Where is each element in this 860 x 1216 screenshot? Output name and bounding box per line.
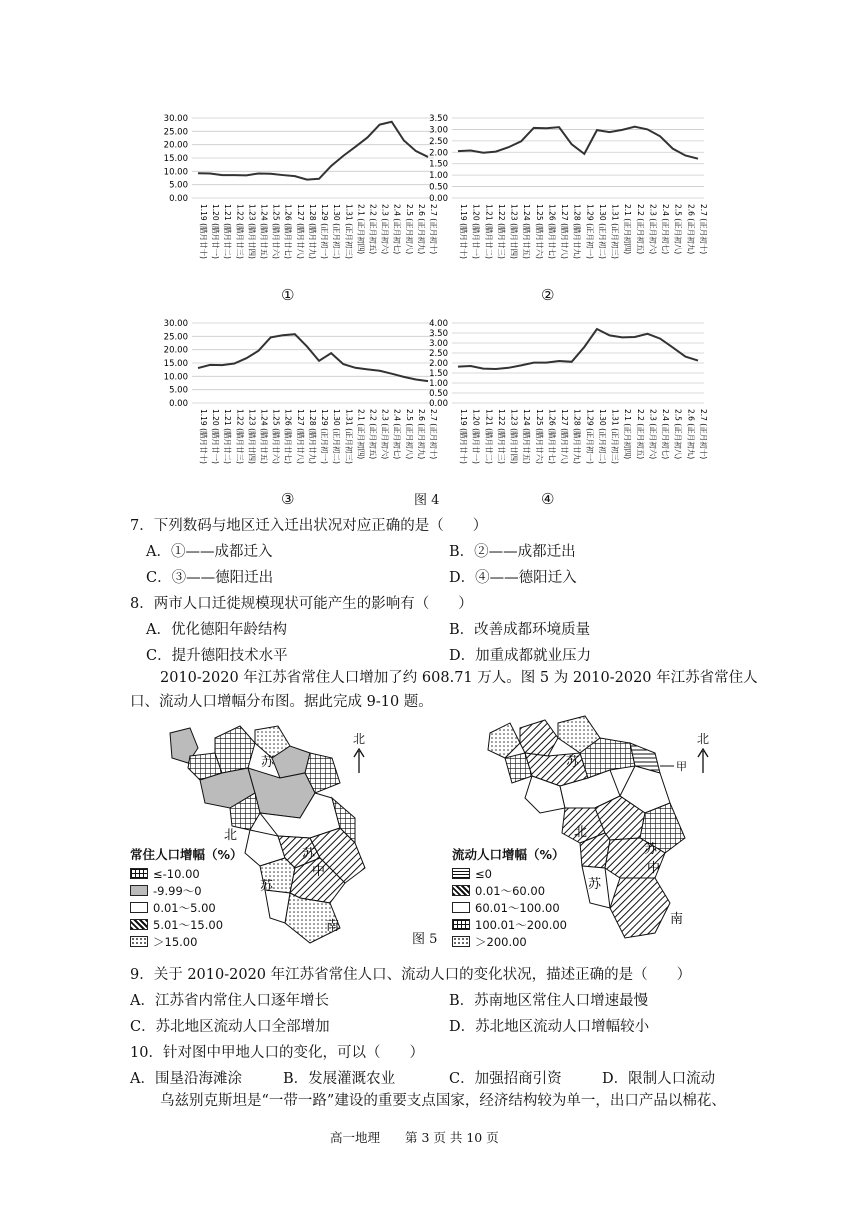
y-tick-label: 15.00 — [163, 359, 188, 369]
x-tick-label: 2.7 (正月初十) — [699, 204, 708, 255]
swatch-gray — [130, 885, 148, 896]
north-label: 北 — [352, 732, 365, 746]
x-tick-label: 1.19 (腊月廿十) — [459, 409, 468, 464]
swatch-diagonal — [130, 919, 148, 930]
map-left-label-su-1: 苏 — [261, 755, 275, 770]
y-tick-label: 0.00 — [429, 399, 448, 409]
x-tick-label: 1.24 (腊月廿五) — [522, 409, 532, 464]
legend-item: 60.01～100.00 — [452, 899, 567, 916]
x-tick-label: 1.28 (腊月廿九) — [307, 409, 317, 464]
x-tick-label: 1.21 (腊月廿二) — [484, 204, 494, 259]
map-right-label-su-2: 苏 — [644, 842, 658, 857]
y-tick-label: 2.50 — [429, 136, 448, 147]
y-tick-label: 5.00 — [169, 180, 188, 191]
x-tick-label: 1.29 (正月初一) — [320, 409, 330, 464]
y-tick-label: 30.00 — [163, 319, 188, 329]
map-right-label-jia: 甲 — [676, 760, 687, 773]
x-tick-label: 1.26 (腊月廿七) — [547, 409, 557, 464]
intro-line-1: 2010-2020 年江苏省常住人口增加了约 608.71 万人。图 5 为 2010-2020 年江苏省常住人 — [160, 670, 758, 686]
y-tick-label: 3.00 — [429, 339, 448, 349]
x-tick-label: 1.26 (腊月廿七) — [547, 204, 557, 259]
x-tick-label: 1.25 (腊月廿六) — [271, 409, 281, 464]
swatch-diagonal — [452, 885, 470, 896]
x-tick-label: 2.4 (正月初七) — [661, 409, 671, 460]
q10-option-a: A．围垦沿海滩涂 — [130, 1071, 242, 1087]
x-tick-label: 1.21 (腊月廿二) — [484, 409, 494, 464]
y-tick-label: 1.50 — [429, 159, 448, 170]
q9-option-a: A．江苏省内常住人口逐年增长 — [130, 993, 329, 1009]
x-tick-label: 2.4 (正月初七) — [392, 204, 402, 255]
legend-item: 0.01～5.00 — [130, 899, 243, 916]
x-tick-label: 1.26 (腊月廿七) — [283, 204, 293, 259]
question-8-stem: 8．两市人口迁徙规模现状可能产生的影响有（ ） — [130, 596, 473, 612]
x-tick-label: 1.26 (腊月廿七) — [283, 409, 293, 464]
y-tick-label: 3.50 — [429, 329, 448, 339]
y-tick-label: 5.00 — [169, 385, 188, 396]
x-tick-label: 2.1 (正月初四) — [623, 204, 633, 255]
swatch-white — [452, 902, 470, 913]
figure-4-label: 图 4 — [414, 493, 440, 508]
x-tick-label: 1.28 (腊月廿九) — [572, 204, 582, 259]
x-tick-label: 1.25 (腊月廿六) — [534, 204, 544, 259]
chart-caption-1: ① — [281, 286, 295, 304]
y-tick-label: 20.00 — [163, 345, 188, 356]
map-right-label-bei: 北 — [574, 825, 588, 840]
y-tick-label: 0.00 — [429, 194, 448, 204]
y-tick-label: 1.00 — [429, 171, 448, 182]
q8-option-c: C．提升德阳技术水平 — [146, 648, 288, 664]
x-tick-label: 1.31 (正月初三) — [344, 409, 354, 464]
x-tick-label: 2.1 (正月初四) — [356, 204, 366, 255]
q9-option-d: D．苏北地区流动人口增幅较小 — [449, 1019, 650, 1035]
y-tick-label: 4.00 — [429, 319, 448, 329]
y-tick-label: 2.00 — [429, 148, 448, 159]
swatch-horizontal — [452, 868, 470, 879]
map-left-label-bei: 北 — [224, 828, 238, 843]
legend-permanent-title: 常住人口增幅（%） — [130, 847, 243, 862]
legend-floating-title: 流动人口增幅（%） — [452, 847, 565, 862]
map-left-label-zhong: 中 — [312, 864, 326, 879]
x-tick-label: 2.3 (正月初六) — [648, 409, 658, 460]
x-tick-label: 2.3 (正月初六) — [380, 409, 390, 460]
q7-option-c: C．③——德阳迁出 — [146, 570, 274, 586]
question-7-stem: 7．下列数码与地区迁入迁出状况对应正确的是（ ） — [130, 518, 488, 534]
map-left-label-su-3: 苏 — [260, 879, 274, 894]
north-label: 北 — [696, 732, 709, 746]
x-tick-label: 1.23 (腊月廿四) — [247, 204, 257, 259]
north-arrow-icon — [350, 747, 368, 773]
x-tick-label: 1.19 (腊月廿十) — [199, 204, 208, 259]
series-line — [198, 334, 428, 381]
map-left-label-nan: 南 — [326, 919, 340, 934]
y-tick-label: 2.50 — [429, 349, 448, 359]
x-tick-label: 2.7 (正月初十) — [429, 204, 438, 255]
x-tick-label: 2.3 (正月初六) — [648, 204, 658, 255]
x-tick-label: 1.31 (正月初三) — [344, 204, 354, 259]
series-line — [198, 122, 428, 180]
map-right-label-zhong: 中 — [647, 861, 661, 876]
y-tick-label: 15.00 — [163, 154, 188, 164]
x-tick-label: 2.7 (正月初十) — [699, 409, 708, 460]
y-tick-label: 25.00 — [163, 332, 188, 343]
q9-option-c: C．苏北地区流动人口全部增加 — [130, 1019, 330, 1035]
x-tick-label: 2.6 (正月初九) — [416, 409, 426, 460]
q8-option-a: A．优化德阳年龄结构 — [146, 622, 287, 638]
legend-item: ＞15.00 — [130, 933, 243, 950]
x-tick-label: 1.24 (腊月廿五) — [522, 204, 532, 259]
x-tick-label: 2.2 (正月初五) — [635, 204, 645, 255]
q7-option-a: A．①——成都迁入 — [146, 544, 273, 560]
x-tick-label: 2.4 (正月初七) — [392, 409, 402, 460]
x-tick-label: 1.25 (腊月廿六) — [271, 204, 281, 259]
x-tick-label: 1.22 (腊月廿三) — [235, 204, 245, 259]
map-right-label-nan: 南 — [670, 912, 684, 927]
x-tick-label: 2.2 (正月初五) — [635, 409, 645, 460]
x-tick-label: 2.1 (正月初四) — [356, 409, 366, 460]
legend-item: ≤-10.00 — [130, 865, 243, 882]
figure-5-label: 图 5 — [412, 932, 438, 947]
x-tick-label: 1.30 (正月初二) — [332, 204, 342, 259]
map-right-label-su-3: 苏 — [588, 877, 602, 892]
x-tick-label: 2.5 (正月初八) — [673, 204, 683, 255]
question-10-stem: 10．针对图中甲地人口的变化，可以（ ） — [130, 1045, 424, 1061]
chart-caption-4: ④ — [541, 490, 555, 508]
x-tick-label: 2.2 (正月初五) — [368, 409, 378, 460]
legend-floating — [452, 845, 567, 950]
y-tick-label: 20.00 — [163, 140, 188, 151]
x-tick-label: 1.24 (腊月廿五) — [259, 409, 269, 464]
x-tick-label: 1.29 (正月初一) — [320, 204, 330, 259]
q7-option-b: B．②——成都迁出 — [449, 544, 576, 560]
map-right-label-su-1: 苏 — [566, 755, 580, 770]
x-tick-label: 2.5 (正月初八) — [404, 204, 414, 255]
y-tick-label: 0.00 — [169, 399, 188, 409]
swatch-white — [130, 902, 148, 913]
x-tick-label: 2.6 (正月初九) — [686, 409, 696, 460]
x-tick-label: 1.24 (腊月廿五) — [259, 204, 269, 259]
q8-option-d: D．加重成都就业压力 — [449, 648, 592, 664]
x-tick-label: 2.5 (正月初八) — [404, 409, 414, 460]
chart-caption-2: ② — [541, 286, 555, 304]
x-tick-label: 1.19 (腊月廿十) — [459, 204, 468, 259]
y-tick-label: 3.50 — [429, 114, 448, 124]
swatch-dotted — [452, 936, 470, 947]
x-tick-label: 1.21 (腊月廿二) — [223, 204, 233, 259]
q10-option-c: C．加强招商引资 — [449, 1071, 562, 1087]
x-tick-label: 2.7 (正月初十) — [429, 409, 438, 460]
y-tick-label: 10.00 — [163, 372, 188, 383]
legend-permanent — [130, 845, 243, 950]
x-tick-label: 1.31 (正月初三) — [610, 409, 620, 464]
x-tick-label: 1.29 (正月初一) — [585, 204, 595, 259]
y-tick-label: 30.00 — [163, 114, 188, 124]
x-tick-label: 1.30 (正月初二) — [332, 409, 342, 464]
x-tick-label: 1.23 (腊月廿四) — [509, 409, 519, 464]
q8-option-b: B．改善成都环境质量 — [449, 622, 591, 638]
x-tick-label: 2.5 (正月初八) — [673, 409, 683, 460]
x-tick-label: 1.23 (腊月廿四) — [247, 409, 257, 464]
x-tick-label: 1.22 (腊月廿三) — [235, 409, 245, 464]
legend-item: 0.01～60.00 — [452, 882, 567, 899]
legend-item: 5.01～15.00 — [130, 916, 243, 933]
x-tick-label: 1.31 (正月初三) — [610, 204, 620, 259]
page-footer: 高一地理 第 3 页 共 10 页 — [330, 1130, 499, 1145]
x-tick-label: 1.28 (腊月廿九) — [307, 204, 317, 259]
intro-line-2: 口、流动人口增幅分布图。据此完成 9-10 题。 — [130, 694, 433, 710]
swatch-dotted — [130, 936, 148, 947]
x-tick-label: 1.20 (腊月廿一) — [211, 204, 221, 259]
y-tick-label: 3.00 — [429, 125, 448, 136]
y-tick-label: 0.50 — [429, 389, 448, 399]
y-tick-label: 1.50 — [429, 369, 448, 379]
x-tick-label: 1.27 (腊月廿八) — [560, 204, 570, 259]
chart-caption-3: ③ — [281, 490, 295, 508]
x-tick-label: 1.29 (正月初一) — [585, 409, 595, 464]
q10-option-d: D．限制人口流动 — [602, 1071, 716, 1087]
line-chart-3 — [150, 315, 440, 495]
x-tick-label: 2.4 (正月初七) — [661, 204, 671, 255]
north-arrow-right — [694, 730, 712, 776]
y-tick-label: 10.00 — [163, 167, 188, 178]
legend-item: -9.99～0 — [130, 882, 243, 899]
q9-option-b: B．苏南地区常住人口增速最慢 — [449, 993, 649, 1009]
x-tick-label: 2.6 (正月初九) — [416, 204, 426, 255]
swatch-grid — [130, 868, 148, 879]
q10-option-b: B．发展灌溉农业 — [283, 1071, 396, 1087]
north-arrow-icon — [694, 747, 712, 773]
series-line — [458, 127, 698, 159]
legend-item: 100.01～200.00 — [452, 916, 567, 933]
x-tick-label: 1.23 (腊月廿四) — [509, 204, 519, 259]
x-tick-label: 1.22 (腊月廿三) — [496, 204, 506, 259]
y-tick-label: 25.00 — [163, 127, 188, 138]
map-left-label-su-2: 苏 — [302, 847, 316, 862]
x-tick-label: 1.20 (腊月廿一) — [471, 409, 481, 464]
x-tick-label: 2.3 (正月初六) — [380, 204, 390, 255]
legend-item: ＞200.00 — [452, 933, 567, 950]
y-tick-label: 0.00 — [169, 194, 188, 204]
x-tick-label: 1.21 (腊月廿二) — [223, 409, 233, 464]
swatch-grid — [452, 919, 470, 930]
x-tick-label: 2.6 (正月初九) — [686, 204, 696, 255]
x-tick-label: 1.20 (腊月廿一) — [471, 204, 481, 259]
y-tick-label: 1.00 — [429, 379, 448, 389]
x-tick-label: 1.19 (腊月廿十) — [199, 409, 208, 464]
y-tick-label: 2.00 — [429, 359, 448, 369]
x-tick-label: 1.22 (腊月廿三) — [496, 409, 506, 464]
x-tick-label: 1.27 (腊月廿八) — [295, 409, 305, 464]
x-tick-label: 1.20 (腊月廿一) — [211, 409, 221, 464]
legend-item: ≤0 — [452, 865, 567, 882]
line-chart-4 — [410, 315, 710, 495]
x-tick-label: 1.30 (正月初二) — [597, 204, 607, 259]
x-tick-label: 1.25 (腊月廿六) — [534, 409, 544, 464]
next-passage-line: 乌兹别克斯坦是“一带一路”建设的重要支点国家，经济结构较为单一，出口产品以棉花、 — [160, 1093, 726, 1109]
x-tick-label: 2.2 (正月初五) — [368, 204, 378, 255]
line-chart-2 — [410, 110, 710, 290]
x-tick-label: 1.27 (腊月廿八) — [295, 204, 305, 259]
north-arrow-left — [350, 730, 368, 776]
q7-option-d: D．④——德阳迁入 — [449, 570, 577, 586]
x-tick-label: 1.30 (正月初二) — [597, 409, 607, 464]
y-tick-label: 0.50 — [429, 182, 448, 193]
question-9-stem: 9．关于 2010-2020 年江苏省常住人口、流动人口的变化状况，描述正确的是（ ） — [130, 967, 692, 983]
x-tick-label: 1.28 (腊月廿九) — [572, 409, 582, 464]
x-tick-label: 1.27 (腊月廿八) — [560, 409, 570, 464]
line-chart-1 — [150, 110, 440, 290]
x-tick-label: 2.1 (正月初四) — [623, 409, 633, 460]
